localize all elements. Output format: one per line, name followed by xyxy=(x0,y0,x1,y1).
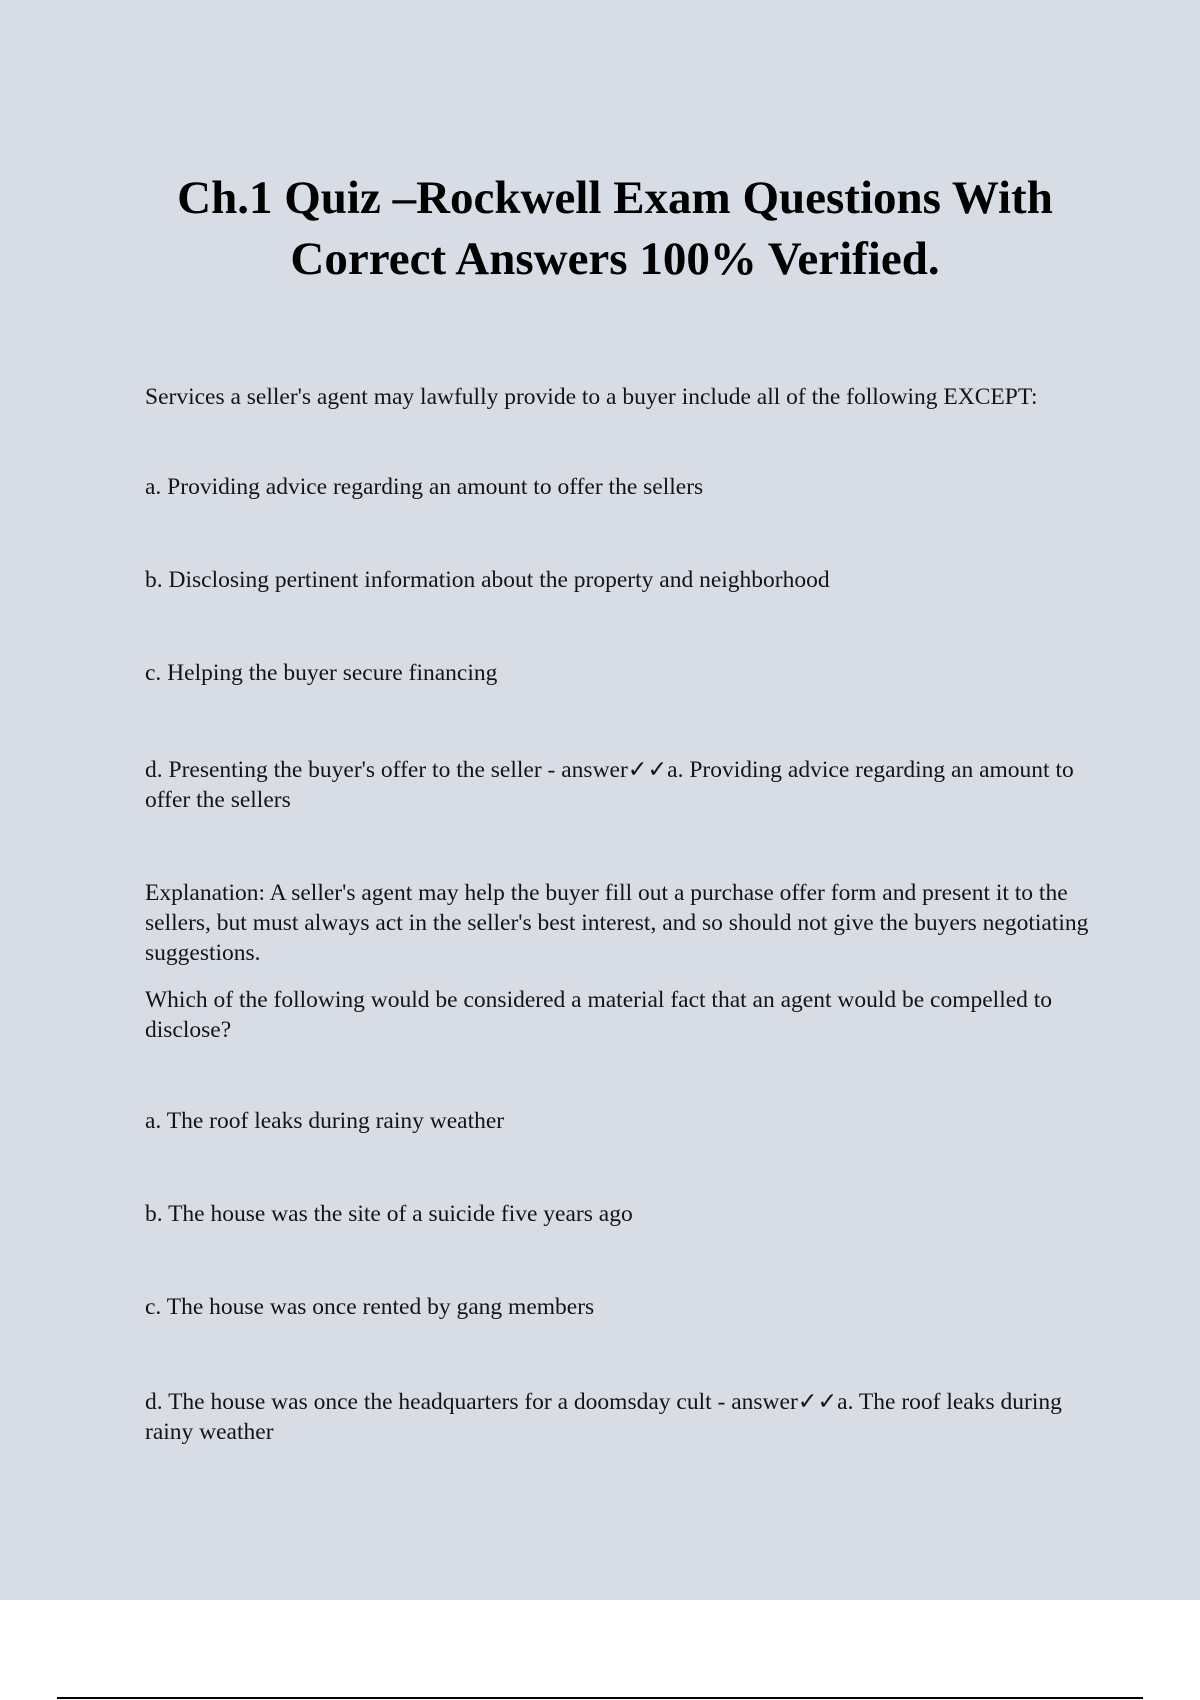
document-title: Ch.1 Quiz –Rockwell Exam Questions With Correct Answers 100% Verified. xyxy=(177,172,1053,285)
next-page-top-rule xyxy=(57,1697,1143,1699)
question-2-option-d-answer: d. The house was once the headquarters for a doomsday cult - answer✓✓a. The roof leaks during rainy weather xyxy=(145,1389,1062,1445)
question-1-prompt: Services a seller's agent may lawfully provide to a buyer include all of the following EXCEPT: xyxy=(145,384,1038,410)
question-1-option-a: a. Providing advice regarding an amount to offer the sellers xyxy=(145,474,704,500)
question-1-explanation: Explanation: A seller's agent may help the buyer fill out a purchase offer form and present it to the sellers, but must always act in the seller's best interest, and so should not give the buyers negotiating suggestions. xyxy=(145,880,1089,966)
question-1-option-b: b. Disclosing pertinent information about the property and neighborhood xyxy=(145,567,830,593)
question-1-option-d-answer: d. Presenting the buyer's offer to the seller - answer✓✓a. Providing advice regarding an amount to offer the sellers xyxy=(145,757,1074,813)
question-1-option-c: c. Helping the buyer secure financing xyxy=(145,660,498,686)
question-2-option-a: a. The roof leaks during rainy weather xyxy=(145,1108,505,1134)
question-2-option-b: b. The house was the site of a suicide five years ago xyxy=(145,1201,633,1227)
question-2-prompt: Which of the following would be considered a material fact that an agent would be compelled to disclose? xyxy=(145,987,1053,1043)
question-2-option-c: c. The house was once rented by gang members xyxy=(145,1294,595,1320)
